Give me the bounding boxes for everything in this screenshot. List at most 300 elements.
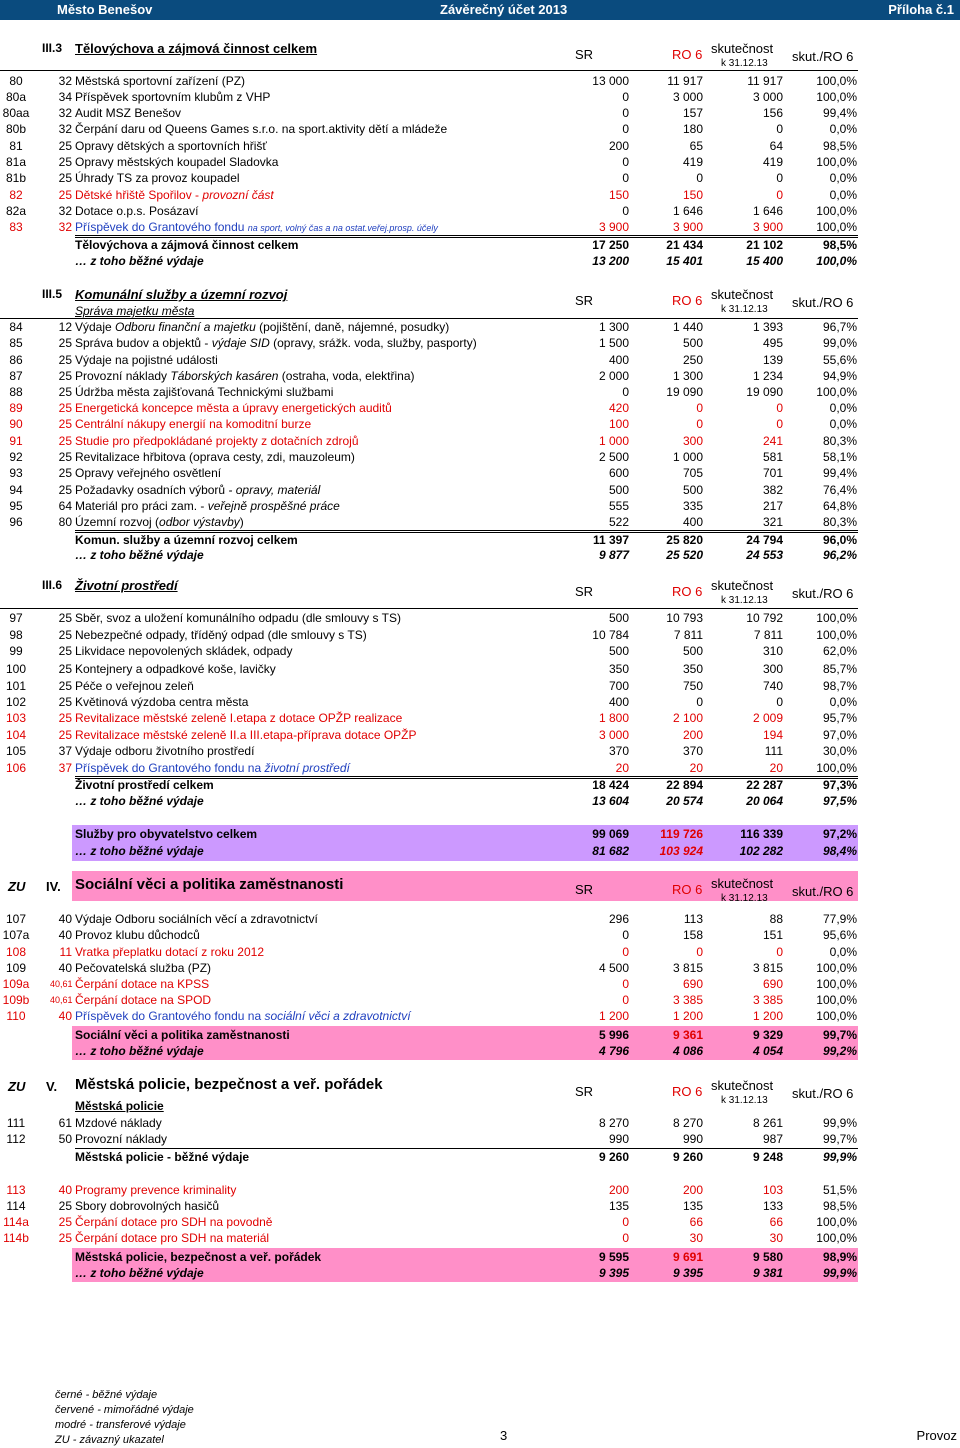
total-percent: 99,2% — [822, 1044, 857, 1058]
subtotal-row — [0, 1043, 960, 1059]
section-code: III.5 — [42, 287, 63, 301]
total-ro: 9 260 — [672, 1150, 703, 1164]
table-row — [0, 138, 960, 154]
table-row — [0, 610, 960, 626]
row-text: Vratka přeplatku dotací z roku 2012 — [75, 945, 264, 959]
value-ro: 1 646 — [672, 204, 703, 218]
value-skutecnost: 0 — [776, 188, 783, 202]
total-percent: 99,9% — [822, 1150, 857, 1164]
value-ro: 500 — [682, 336, 703, 350]
row-code: 40 — [58, 1183, 72, 1197]
row-code: 61 — [58, 1116, 72, 1130]
row-id: 95 — [9, 499, 23, 513]
column-header — [0, 287, 960, 317]
row-id: 87 — [9, 369, 23, 383]
row-text: Dětské hřiště Spořilov - — [75, 188, 203, 202]
row-text: Výdaje Odboru sociálních věcí a zdravotnictví — [75, 912, 318, 926]
value-ro: 690 — [682, 977, 703, 991]
total-row — [0, 237, 960, 253]
value-skutecnost: 103 — [762, 1183, 783, 1197]
row-text: Programy prevence kriminality — [75, 1183, 237, 1197]
table-row — [0, 368, 960, 384]
total-label: Sociální věci a politika zaměstnanosti — [75, 1028, 290, 1042]
table-row — [0, 352, 960, 368]
value-percent: 97,0% — [822, 728, 857, 742]
value-percent: 62,0% — [822, 644, 857, 658]
col-percent: skut./RO 6 — [792, 884, 854, 899]
column-header — [0, 1078, 960, 1108]
row-text: Energetická koncepce města a úpravy energetických auditů — [75, 401, 392, 415]
row-label — [75, 710, 402, 726]
table-row — [0, 992, 960, 1008]
value-sr: 600 — [608, 466, 629, 480]
value-percent: 58,1% — [822, 450, 857, 464]
row-id: 105 — [5, 744, 27, 758]
table-row — [0, 449, 960, 465]
section-code: III.6 — [42, 578, 63, 592]
value-skutecnost: 0 — [776, 171, 783, 185]
page-header — [0, 0, 960, 20]
value-percent: 100,0% — [816, 1231, 857, 1245]
value-percent: 0,0% — [829, 417, 857, 431]
value-skutecnost: 987 — [762, 1132, 783, 1146]
value-sr: 2 000 — [598, 369, 629, 383]
row-id: 89 — [9, 401, 23, 415]
value-skutecnost: 0 — [776, 695, 783, 709]
value-skutecnost: 3 000 — [752, 90, 783, 104]
table-row — [0, 661, 960, 677]
value-sr: 500 — [608, 483, 629, 497]
value-percent: 100,0% — [816, 155, 857, 169]
value-percent: 77,9% — [822, 912, 857, 926]
value-percent: 76,4% — [822, 483, 857, 497]
value-sr: 370 — [608, 744, 629, 758]
row-id: 81 — [9, 139, 23, 153]
table-row — [0, 1115, 960, 1131]
value-ro: 158 — [682, 928, 703, 942]
total-label: … z toho běžné výdaje — [75, 844, 204, 858]
table-row — [0, 416, 960, 432]
row-text: Opravy dětských a sportovních hřišť — [75, 139, 267, 153]
row-text: ) — [239, 515, 244, 529]
row-code: 25 — [58, 695, 72, 709]
row-text: Kontejnery a odpadkové koše, lavičky — [75, 662, 276, 676]
col-skutecnost: skutečnost — [711, 287, 774, 302]
row-id: 86 — [9, 353, 23, 367]
row-text: Nebezpečné odpady, tříděný odpad (dle smlouvy s TS) — [75, 628, 367, 642]
value-skutecnost: 20 — [769, 761, 783, 775]
total-sr: 81 682 — [592, 844, 629, 858]
section-code: III.3 — [42, 41, 63, 55]
value-percent: 100,0% — [816, 90, 857, 104]
row-id: 98 — [9, 628, 23, 642]
value-sr: 3 900 — [598, 220, 629, 234]
value-percent: 0,0% — [829, 188, 857, 202]
col-percent: skut./RO 6 — [792, 586, 854, 601]
row-id: 103 — [5, 711, 27, 725]
value-ro: 990 — [682, 1132, 703, 1146]
value-percent: 95,6% — [822, 928, 857, 942]
row-code: 25 — [58, 662, 72, 676]
row-code: 32 — [58, 74, 72, 88]
value-sr: 700 — [608, 679, 629, 693]
value-sr: 350 — [608, 662, 629, 676]
value-percent: 0,0% — [829, 401, 857, 415]
row-label — [75, 121, 447, 137]
row-id: 88 — [9, 385, 23, 399]
value-percent: 100,0% — [816, 1009, 857, 1023]
value-percent: 64,8% — [822, 499, 857, 513]
col-date: k 31.12.13 — [721, 893, 768, 904]
row-label — [75, 643, 292, 659]
row-code: 40,61 — [50, 979, 73, 989]
row-label — [75, 514, 244, 530]
total-ro: 119 726 — [660, 827, 703, 841]
divider — [0, 608, 858, 609]
value-ro: 19 090 — [666, 385, 703, 399]
value-skutecnost: 419 — [762, 155, 783, 169]
zu-marker: ZU — [8, 879, 26, 894]
value-percent: 98,5% — [822, 1199, 857, 1213]
value-percent: 98,7% — [822, 679, 857, 693]
row-code: 25 — [58, 611, 72, 625]
legend — [55, 1388, 194, 1448]
value-ro: 335 — [682, 499, 703, 513]
row-text: Provoz klubu důchodců — [75, 928, 200, 942]
value-percent: 80,3% — [822, 434, 857, 448]
total-percent: 98,4% — [822, 844, 857, 858]
table-row — [0, 727, 960, 743]
value-sr: 200 — [608, 139, 629, 153]
row-label — [75, 89, 270, 105]
row-text: Výdaje odboru životního prostředí — [75, 744, 255, 758]
row-text: Opravy veřejného osvětlení — [75, 466, 222, 480]
column-header — [0, 578, 960, 608]
header-title: Závěrečný účet 2013 — [440, 2, 568, 17]
row-code: 11 — [59, 945, 72, 959]
value-ro: 419 — [682, 155, 703, 169]
table-row — [0, 760, 960, 776]
row-text: Čerpání dotace pro SDH na povodně — [75, 1215, 273, 1229]
value-percent: 99,9% — [822, 1116, 857, 1130]
total-skutecnost: 9 248 — [752, 1150, 783, 1164]
row-label — [75, 927, 200, 943]
value-percent: 0,0% — [829, 171, 857, 185]
row-code: 40 — [58, 912, 72, 926]
total-row — [0, 532, 960, 548]
table-row — [0, 154, 960, 170]
row-id: 108 — [5, 945, 27, 959]
col-percent: skut./RO 6 — [792, 295, 854, 310]
row-text-italic: - opravy, materiál — [225, 483, 321, 497]
col-ro: RO 6 — [672, 584, 703, 599]
value-ro: 3 900 — [672, 220, 703, 234]
value-skutecnost: 8 261 — [752, 1116, 783, 1130]
value-percent: 99,4% — [822, 106, 857, 120]
table-row — [0, 911, 960, 927]
row-text: Sběr, svoz a uložení komunálního odpadu (dle smlouvy s TS) — [75, 611, 401, 625]
total-sr: 9 877 — [598, 548, 629, 562]
row-code: 25 — [58, 385, 72, 399]
value-ro: 400 — [682, 515, 703, 529]
row-id: 109 — [5, 961, 27, 975]
table-row — [0, 400, 960, 416]
row-label — [75, 1182, 236, 1198]
value-skutecnost: 2 009 — [752, 711, 783, 725]
row-text: Materiál pro práci zam. - — [75, 499, 208, 513]
total-label: … z toho běžné výdaje — [75, 1044, 204, 1058]
value-skutecnost: 88 — [769, 912, 783, 926]
value-ro: 7 811 — [673, 628, 703, 642]
total-ro: 4 086 — [672, 1044, 703, 1058]
value-ro: 500 — [682, 644, 703, 658]
total-label: Služby pro obyvatelstvo celkem — [75, 827, 258, 841]
row-code: 40 — [58, 961, 72, 975]
row-text: Mzdové náklady — [75, 1116, 162, 1130]
section-subtitle: Městská policie — [75, 1099, 164, 1113]
value-ro: 3 000 — [672, 90, 703, 104]
value-ro: 350 — [682, 662, 703, 676]
value-ro: 11 917 — [667, 74, 703, 88]
value-percent: 99,4% — [822, 466, 857, 480]
total-label: Životní prostředí celkem — [75, 778, 214, 792]
row-id: 113 — [6, 1183, 26, 1197]
row-text: (ostraha, voda, elektřina) — [278, 369, 415, 383]
row-label — [75, 960, 211, 976]
value-percent: 100,0% — [816, 385, 857, 399]
table-row — [0, 627, 960, 643]
row-code: 37 — [58, 761, 72, 775]
table-row — [0, 433, 960, 449]
value-sr: 20 — [615, 761, 629, 775]
value-ro: 3 815 — [672, 961, 703, 975]
row-label — [75, 1008, 411, 1024]
total-row — [0, 826, 960, 842]
value-sr: 0 — [622, 928, 629, 942]
total-skutecnost: 102 282 — [739, 844, 783, 858]
col-ro: RO 6 — [672, 882, 703, 897]
legend-blue: modré - transferové výdaje — [55, 1419, 186, 1431]
total-label: … z toho běžné výdaje — [75, 794, 204, 808]
total-sr: 9 395 — [598, 1266, 629, 1280]
total-ro: 15 401 — [666, 254, 703, 268]
total-sr: 99 069 — [592, 827, 629, 841]
legend-black: černé - běžné výdaje — [55, 1389, 158, 1401]
value-percent: 100,0% — [816, 611, 857, 625]
row-code: 40,61 — [50, 995, 73, 1005]
row-id: 107a — [2, 928, 30, 942]
value-percent: 95,7% — [822, 711, 857, 725]
row-id: 114 — [6, 1199, 26, 1213]
row-id: 114a — [3, 1215, 29, 1229]
value-skutecnost: 0 — [776, 945, 783, 959]
value-skutecnost: 321 — [762, 515, 783, 529]
value-skutecnost: 10 792 — [746, 611, 783, 625]
value-skutecnost: 1 234 — [752, 369, 783, 383]
row-id: 81a — [5, 155, 27, 169]
row-label — [75, 1198, 219, 1214]
table-row — [0, 976, 960, 992]
row-id: 91 — [9, 434, 23, 448]
value-percent: 96,7% — [822, 320, 857, 334]
value-ro: 157 — [682, 106, 703, 120]
row-id: 80 — [9, 74, 23, 88]
value-skutecnost: 64 — [769, 139, 783, 153]
total-row — [0, 1027, 960, 1043]
value-skutecnost: 3 900 — [752, 220, 783, 234]
total-skutecnost: 21 102 — [746, 238, 783, 252]
value-skutecnost: 151 — [762, 928, 783, 942]
row-code: 25 — [58, 728, 72, 742]
value-sr: 1 200 — [598, 1009, 629, 1023]
value-percent: 0,0% — [829, 695, 857, 709]
row-label — [75, 482, 320, 498]
page-number: 3 — [500, 1428, 508, 1443]
value-skutecnost: 11 917 — [747, 74, 783, 88]
divider — [0, 70, 858, 71]
total-label: Komun. služby a územní rozvoj celkem — [75, 533, 298, 547]
value-skutecnost: 1 200 — [752, 1009, 783, 1023]
value-sr: 0 — [622, 171, 629, 185]
total-skutecnost: 4 054 — [752, 1044, 783, 1058]
table-row — [0, 335, 960, 351]
value-sr: 0 — [622, 1231, 629, 1245]
total-sr: 13 604 — [592, 794, 629, 808]
value-sr: 555 — [608, 499, 629, 513]
col-percent: skut./RO 6 — [792, 1086, 854, 1101]
value-ro: 1 200 — [672, 1009, 703, 1023]
value-sr: 0 — [622, 993, 629, 1007]
value-ro: 0 — [696, 171, 703, 185]
value-percent: 51,5% — [822, 1183, 857, 1197]
value-skutecnost: 0 — [776, 401, 783, 415]
table-row — [0, 1182, 960, 1198]
value-sr: 1 800 — [598, 711, 629, 725]
row-text: Revitalizace hřbitova (oprava cesty, zdi, mauzoleum) — [75, 450, 355, 464]
header-attachment: Příloha č.1 — [888, 2, 954, 17]
value-sr: 3 000 — [598, 728, 629, 742]
value-skutecnost: 0 — [776, 417, 783, 431]
value-ro: 30 — [689, 1231, 703, 1245]
value-skutecnost: 30 — [769, 1231, 783, 1245]
legend-zu: ZU - závazný ukazatel — [55, 1434, 164, 1446]
footer-right: Provoz — [916, 1428, 957, 1443]
value-percent: 99,0% — [822, 336, 857, 350]
col-ro: RO 6 — [672, 1084, 703, 1099]
value-skutecnost: 300 — [762, 662, 783, 676]
row-id: 107 — [5, 912, 27, 926]
value-percent: 100,0% — [816, 761, 857, 775]
row-code: 25 — [58, 1199, 72, 1213]
value-ro: 300 — [682, 434, 703, 448]
row-label — [75, 187, 274, 203]
total-sr: 18 424 — [592, 778, 629, 792]
row-text-italic: sociální věci a zdravotnictví — [264, 1009, 411, 1023]
row-text-italic: Odboru finanční a majetku — [115, 320, 256, 334]
value-sr: 400 — [608, 353, 629, 367]
row-code: 25 — [58, 353, 72, 367]
value-skutecnost: 382 — [762, 483, 783, 497]
col-date: k 31.12.13 — [721, 304, 768, 315]
value-percent: 100,0% — [816, 993, 857, 1007]
col-skutecnost: skutečnost — [711, 578, 774, 593]
col-sr: SR — [575, 47, 594, 62]
row-text: Péče o veřejnou zeleň — [75, 679, 194, 693]
row-text: Opravy městských koupadel Sladovka — [75, 155, 279, 169]
col-percent: skut./RO 6 — [792, 49, 854, 64]
column-header — [0, 41, 960, 71]
value-sr: 200 — [608, 1183, 629, 1197]
value-skutecnost: 66 — [769, 1215, 783, 1229]
row-code: 25 — [58, 450, 72, 464]
total-sr: 17 250 — [592, 238, 629, 252]
value-sr: 0 — [622, 1215, 629, 1229]
row-text: Čerpání dotace na SPOD — [75, 993, 212, 1007]
value-percent: 100,0% — [816, 74, 857, 88]
row-id: 82a — [5, 204, 27, 218]
value-sr: 0 — [622, 90, 629, 104]
table-row — [0, 482, 960, 498]
row-label — [75, 911, 318, 927]
row-text: Správa budov a objektů - — [75, 336, 212, 350]
row-id: 106 — [5, 761, 27, 775]
row-text: Výdaje — [75, 320, 116, 334]
value-sr: 1 500 — [598, 336, 629, 350]
table-row — [0, 89, 960, 105]
total-skutecnost: 24 794 — [746, 533, 783, 547]
value-percent: 100,0% — [816, 1215, 857, 1229]
total-label: Městská policie - běžné výdaje — [75, 1150, 250, 1164]
row-label — [75, 992, 211, 1008]
total-skutecnost: 22 287 — [746, 778, 783, 792]
value-percent: 100,0% — [816, 977, 857, 991]
value-skutecnost: 194 — [762, 728, 783, 742]
row-id: 112 — [6, 1132, 26, 1146]
section-title: Komunální služby a územní rozvoj — [75, 287, 288, 302]
total-percent: 100,0% — [816, 254, 857, 268]
row-id: 100 — [5, 662, 27, 676]
row-id: 80a — [5, 90, 27, 104]
value-ro: 8 270 — [672, 1116, 703, 1130]
value-sr: 0 — [622, 122, 629, 136]
row-code: 25 — [58, 1231, 72, 1245]
row-id: 110 — [6, 1009, 26, 1023]
row-id: 99 — [9, 644, 23, 658]
table-row — [0, 203, 960, 219]
row-text: Likvidace nepovolených skládek, odpady — [75, 644, 293, 658]
row-code: 25 — [58, 417, 72, 431]
value-sr: 0 — [622, 977, 629, 991]
row-label — [75, 661, 276, 677]
subtotal-row — [0, 1265, 960, 1281]
row-code: 25 — [58, 369, 72, 383]
section-code: V. — [46, 1079, 58, 1094]
total-label: … z toho běžné výdaje — [75, 1266, 204, 1280]
row-label — [75, 1115, 162, 1131]
row-code: 25 — [58, 628, 72, 642]
total-skutecnost: 24 553 — [746, 548, 783, 562]
value-ro: 1 000 — [672, 450, 703, 464]
total-sr: 13 200 — [592, 254, 629, 268]
col-date: k 31.12.13 — [721, 1095, 768, 1106]
total-percent: 97,3% — [822, 778, 857, 792]
value-percent: 85,7% — [822, 662, 857, 676]
row-text: Městská sportovní zařízení (PZ) — [75, 74, 246, 88]
row-text: Revitalizace městské zeleně I.etapa z dotace OPŽP realizace — [75, 711, 403, 725]
row-label — [75, 416, 311, 432]
row-label — [75, 400, 392, 416]
total-percent: 97,2% — [822, 827, 857, 841]
